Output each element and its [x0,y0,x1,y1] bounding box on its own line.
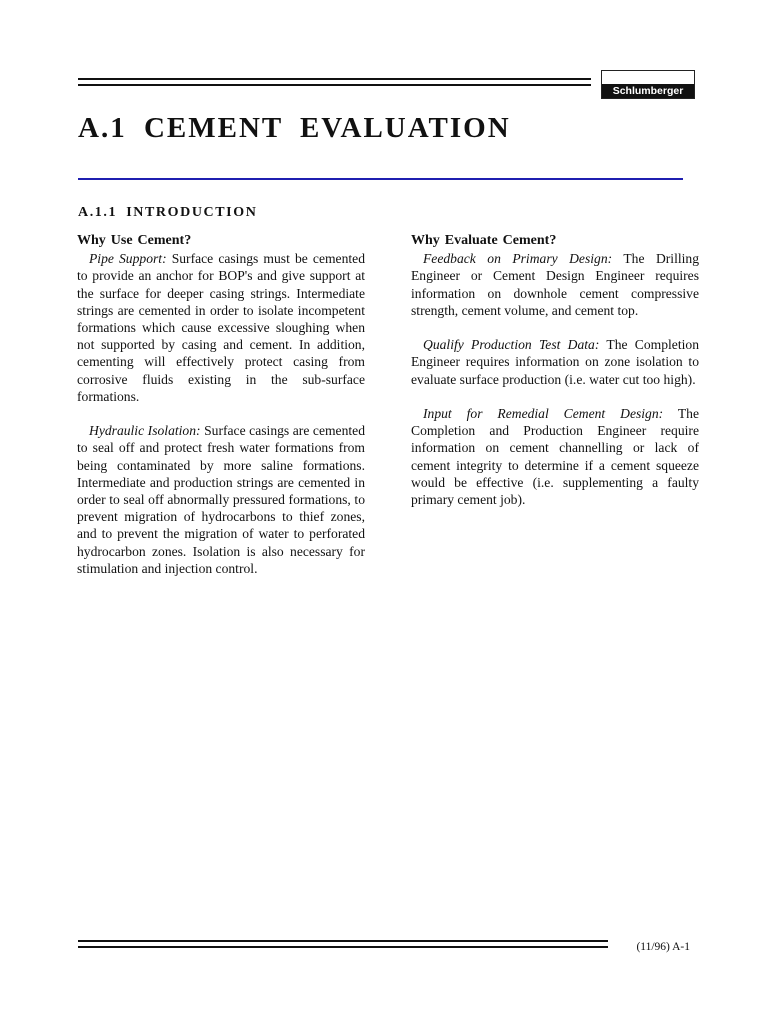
header-rule-top [78,78,591,80]
paragraph-lead: Hydraulic Isolation: [89,423,201,439]
paragraph-remedial-cement-design [411,405,699,508]
paragraph-feedback-primary-design [411,250,699,319]
paragraph-lead: Qualify Production Test Data: [423,337,600,353]
footer-rule-bottom [78,946,608,948]
paragraph-body: The Completion Engineer requires information on zone isolation to evaluate surface production (i.e. water cut too high). [411,337,699,387]
footer-rule-top [78,940,608,942]
paragraph-qualify-production-test-data [411,336,699,388]
header-rule-bottom [78,84,591,86]
paragraph-lead: Pipe Support: [89,251,167,267]
page-number: (11/96) A-1 [636,941,690,953]
paragraph-body: The Completion and Production Engineer require information on cement channelling or lack of cement integrity to determine if a cement squeeze would be effective (i.e. supplementing a faulty primary cement job). [411,406,699,508]
left-column [77,232,365,594]
paragraph-lead: Input for Remedial Cement Design: [423,406,664,421]
paragraph-body: Surface casings are cemented to seal off and protect fresh water formations from being contaminated by more saline formations. Intermediate and production strings are cemented in order to seal off abnormally pressured formations, to prevent migration of hydrocarbons to thief zones, and to prevent the migration of water to perforated hydrocarbon zones. Isolation is also necessary for stimulation and injection control. [77,423,365,576]
company-logo [601,70,695,99]
section-heading: A.1.1 INTRODUCTION [78,205,258,220]
paragraph-lead: Feedback on Primary Design: [423,251,613,267]
paragraph-pipe-support [77,250,365,405]
paragraph-body: Surface casings must be cemented to provide an anchor for BOP's and give support at the surface for deeper casing strings. Intermediate strings are cemented in order to isolate incompetent formations which cause excessive sloughing when not supported by casing and cement. In addition, cementing will effectively protect casing from corrosive fluids existing in the sub-surface formations. [77,251,365,404]
paragraph-body: The Drilling Engineer or Cement Design Engineer requires information on downhole cement compressive strength, cement volume, and cement top. [411,251,700,318]
left-column-heading: Why Use Cement? [77,233,192,248]
title-divider [78,178,683,180]
right-column [411,232,699,525]
right-column-heading: Why Evaluate Cement? [411,233,557,248]
page-title: A.1 CEMENT EVALUATION [78,112,511,144]
paragraph-hydraulic-isolation [77,422,365,577]
company-logo-text: Schlumberger [602,84,694,98]
